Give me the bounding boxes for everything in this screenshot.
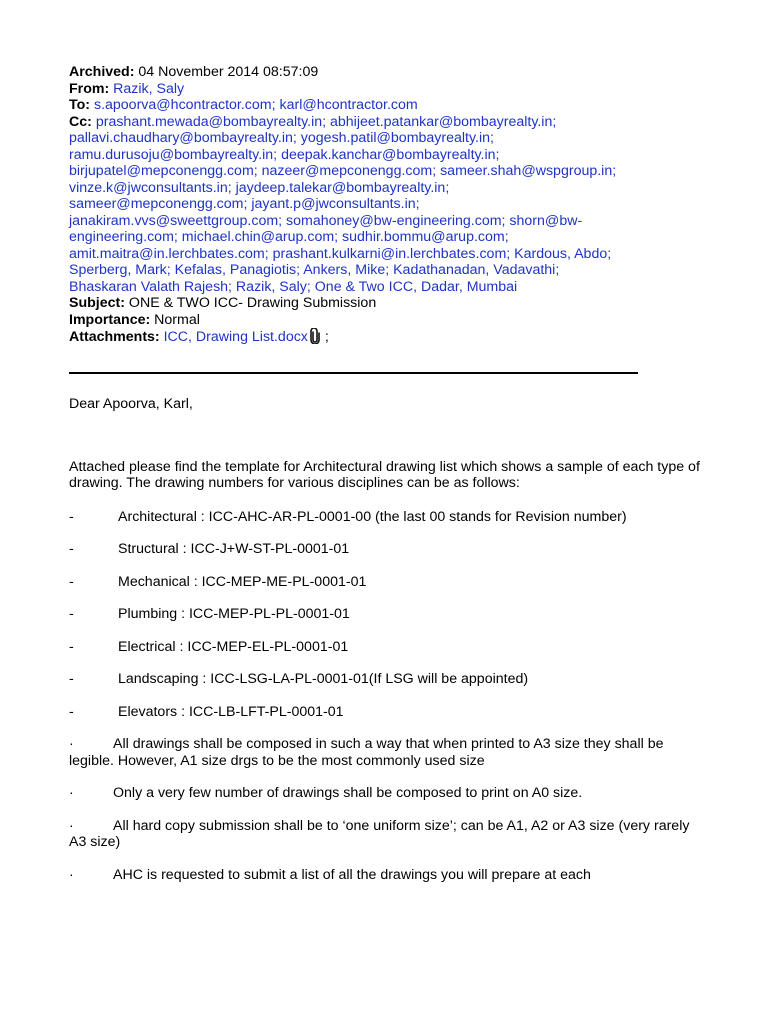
bullet-list: [69, 736, 709, 883]
cc-line[interactable]: janakiram.vvs@sweettgroup.com; somahoney@bw-engineering.com; shorn@bw-: [69, 212, 583, 229]
bullet-text: Only a very few number of drawings shall be composed to print on A0 size.: [113, 785, 583, 801]
cc-line[interactable]: amit.maitra@in.lerchbates.com; prashant.kulkarni@in.lerchbates.com; Kardous, Abdo;: [69, 245, 612, 262]
importance-value: Normal: [154, 311, 200, 328]
cc-line[interactable]: engineering.com; michael.chin@arup.com; sudhir.bommu@arup.com;: [69, 229, 509, 245]
bullet-item: [69, 867, 709, 884]
list-dash: -: [69, 606, 74, 622]
list-item: [69, 574, 709, 591]
paperclip-icon[interactable]: [309, 328, 321, 344]
list-item: [69, 639, 709, 656]
list-item-text: Landscaping : ICC-LSG-LA-PL-0001-01(If LSG will be appointed): [118, 671, 529, 687]
list-item: [69, 671, 709, 688]
bullet-item: [69, 736, 709, 769]
cc-line[interactable]: vinze.k@jwconsultants.in; jaydeep.talekar@bombayrealty.in;: [69, 179, 450, 196]
cc-line[interactable]: Bhaskaran Valath Rajesh; Razik, Saly; One & Two ICC, Dadar, Mumbai: [69, 278, 518, 295]
from-value[interactable]: Razik, Saly: [113, 80, 185, 97]
list-item: [69, 509, 709, 526]
from-row: [69, 81, 709, 98]
bullet-text: All drawings shall be composed in such a way that when printed to A3 size they shall be legible. However, A1 size drgs to be the most commonly used size: [69, 736, 664, 769]
attachments-separator: ;: [324, 329, 329, 345]
to-label: To:: [69, 97, 91, 113]
bullet-dot: ·: [69, 785, 74, 801]
list-item: [69, 606, 709, 623]
list-dash: -: [69, 638, 74, 655]
bullet-dot: ·: [69, 736, 74, 752]
greeting: Dear Apoorva, Karl,: [69, 396, 193, 412]
archived-label: Archived:: [69, 64, 135, 80]
header-divider: [69, 372, 638, 374]
list-item-text: Architectural : ICC-AHC-AR-PL-0001-00 (the last 00 stands for Revision number): [118, 508, 627, 525]
email-header: [69, 64, 709, 346]
discipline-list: [69, 509, 709, 721]
list-item: [69, 704, 709, 721]
subject-label: Subject:: [69, 295, 125, 311]
bullet-text: AHC is requested to submit a list of all the drawings you will prepare at each: [113, 866, 591, 883]
list-dash: -: [69, 671, 74, 687]
importance-label: Importance:: [69, 311, 151, 328]
cc-label: Cc:: [69, 113, 92, 130]
list-dash: -: [69, 541, 74, 557]
bullet-dot: ·: [69, 866, 74, 883]
email-body: [69, 396, 709, 883]
intro-paragraph: Attached please find the template for Architectural drawing list which shows a sample of each type of drawing. The drawing numbers for various disciplines can be as follows:: [69, 458, 700, 491]
list-item-text: Structural : ICC-J+W-ST-PL-0001-01: [118, 541, 350, 557]
list-item-text: Electrical : ICC-MEP-EL-PL-0001-01: [118, 638, 349, 655]
list-item-text: Elevators : ICC-LB-LFT-PL-0001-01: [118, 703, 344, 720]
cc-line[interactable]: ramu.durusoju@bombayrealty.in; deepak.kanchar@bombayrealty.in;: [69, 146, 500, 163]
cc-line[interactable]: birjupatel@mepconengg.com; nazeer@mepconengg.com; sameer.shah@wspgroup.in;: [69, 163, 617, 179]
bullet-item: [69, 818, 709, 851]
cc-line[interactable]: prashant.mewada@bombayrealty.in; abhijeet.patankar@bombayrealty.in;: [95, 113, 557, 130]
subject-row: [69, 295, 709, 312]
bullet-item: [69, 785, 709, 802]
list-dash: -: [69, 703, 74, 720]
cc-line[interactable]: sameer@mepconengg.com; jayant.p@jwconsultants.in;: [69, 196, 420, 212]
archived-value: 04 November 2014 08:57:09: [138, 64, 319, 80]
list-dash: -: [69, 573, 74, 590]
bullet-dot: ·: [69, 817, 74, 834]
bullet-text: All hard copy submission shall be to ‘one uniform size’; can be A1, A2 or A3 size (very rarely A3 size): [69, 817, 690, 850]
list-item-text: Plumbing : ICC-MEP-PL-PL-0001-01: [118, 606, 350, 622]
to-row: [69, 97, 709, 114]
attachments-row: [69, 328, 709, 346]
list-item-text: Mechanical : ICC-MEP-ME-PL-0001-01: [118, 573, 367, 590]
importance-row: [69, 312, 709, 329]
attachments-label: Attachments:: [69, 329, 160, 345]
subject-value: ONE & TWO ICC- Drawing Submission: [128, 295, 377, 311]
attachment-link[interactable]: ICC, Drawing List.docx: [163, 329, 308, 345]
cc-line[interactable]: pallavi.chaudhary@bombayrealty.in; yogesh.patil@bombayrealty.in;: [69, 130, 494, 146]
to-value[interactable]: s.apoorva@hcontractor.com; karl@hcontractor.com: [93, 97, 418, 113]
from-label: From:: [69, 80, 110, 97]
cc-row: [69, 114, 709, 296]
list-item: [69, 541, 709, 558]
archived-row: [69, 64, 709, 81]
cc-line[interactable]: Sperberg, Mark; Kefalas, Panagiotis; Ankers, Mike; Kadathanadan, Vadavathi;: [69, 262, 560, 278]
list-dash: -: [69, 508, 74, 525]
